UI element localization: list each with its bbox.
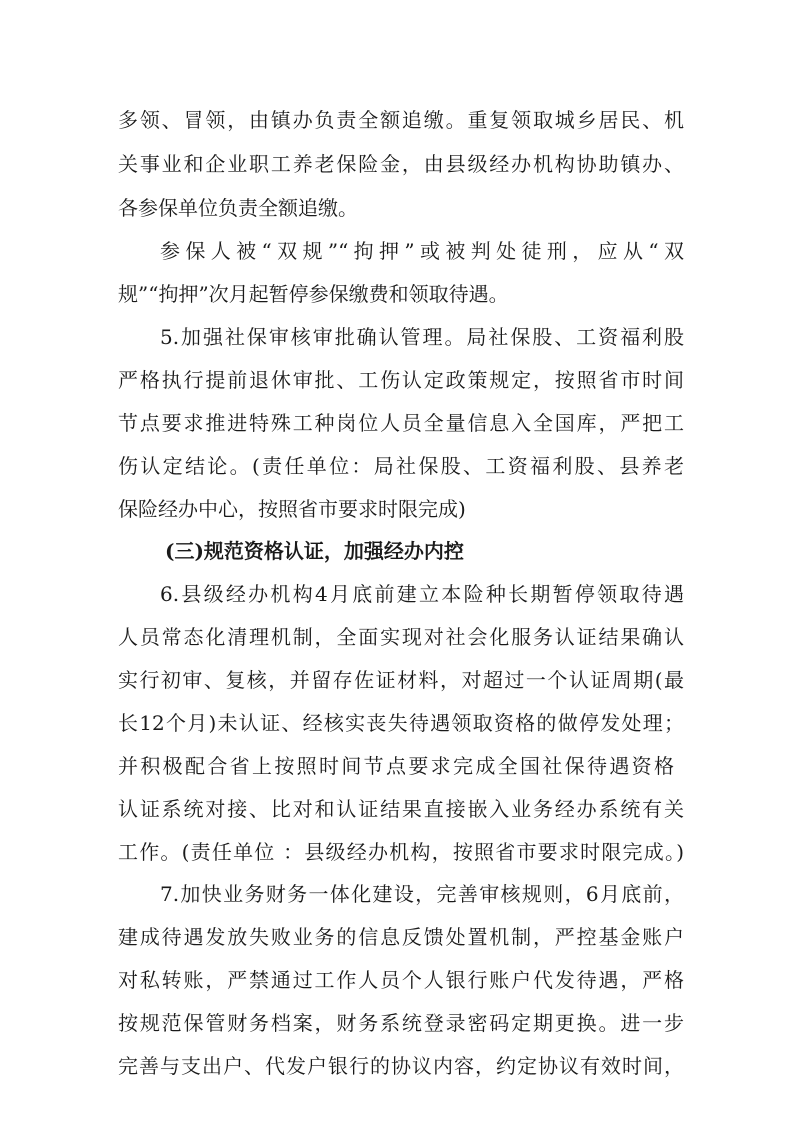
body-text-line: 5.加强社保审核审批确认管理。局社保股、工资福利股 [160, 325, 684, 349]
body-text-line: 关事业和企业职工养老保险金，由县级经办机构协助镇办、 [118, 152, 684, 176]
body-text-line: 保险经办中心，按照省市要求时限完成) [118, 497, 466, 521]
body-text-line: 按规范保管财务档案，财务系统登录密码定期更换。进一步 [118, 1011, 684, 1035]
body-text-line: 建成待遇发放失败业务的信息反馈处置机制，严控基金账户 [118, 925, 684, 949]
body-text-line: 伤认定结论。(责任单位：局社保股、工资福利股、县养老 [118, 454, 684, 478]
section-heading: (三)规范资格认证，加强经办内控 [165, 539, 464, 563]
body-text-line: 人员常态化清理机制，全面实现对社会化服务认证结果确认 [118, 625, 684, 649]
body-text-line: 完善与支出户、代发户银行的协议内容，约定协议有效时间， [118, 1054, 684, 1078]
body-text-line: 实行初审、复核，并留存佐证材料，对超过一个认证周期(最 [118, 668, 684, 692]
body-text-line: 工作。(责任单位 ：县级经办机构，按照省市要求时限完成。) [118, 840, 684, 864]
body-text-line: 规”“拘押”次月起暂停参保缴费和领取待遇。 [118, 282, 509, 306]
body-text-line: 长12个月)未认证、经核实丧失待遇领取资格的做停发处理； [118, 711, 684, 735]
body-text-line: 6.县级经办机构4月底前建立本险种长期暂停领取待遇 [160, 582, 684, 606]
body-text-line: 参保人被“双规”“拘押”或被判处徒刑，应从“双 [160, 239, 684, 263]
body-text-line: 并积极配合省上按照时间节点要求完成全国社保待遇资格 [118, 754, 674, 778]
body-text-line: 严格执行提前退休审批、工伤认定政策规定，按照省市时间 [118, 368, 684, 392]
body-text-line: 节点要求推进特殊工种岗位人员全量信息入全国库，严把工 [118, 411, 684, 435]
body-text-line: 认证系统对接、比对和认证结果直接嵌入业务经办系统有关 [118, 797, 684, 821]
body-text-line: 7.加快业务财务一体化建设，完善审核规则，6月底前， [160, 882, 684, 906]
body-text-line: 各参保单位负责全额追缴。 [118, 196, 358, 220]
body-text-line: 多领、冒领，由镇办负责全额追缴。重复领取城乡居民、机 [118, 108, 684, 132]
body-text-line: 对私转账，严禁通过工作人员个人银行账户代发待遇，严格 [118, 968, 684, 992]
